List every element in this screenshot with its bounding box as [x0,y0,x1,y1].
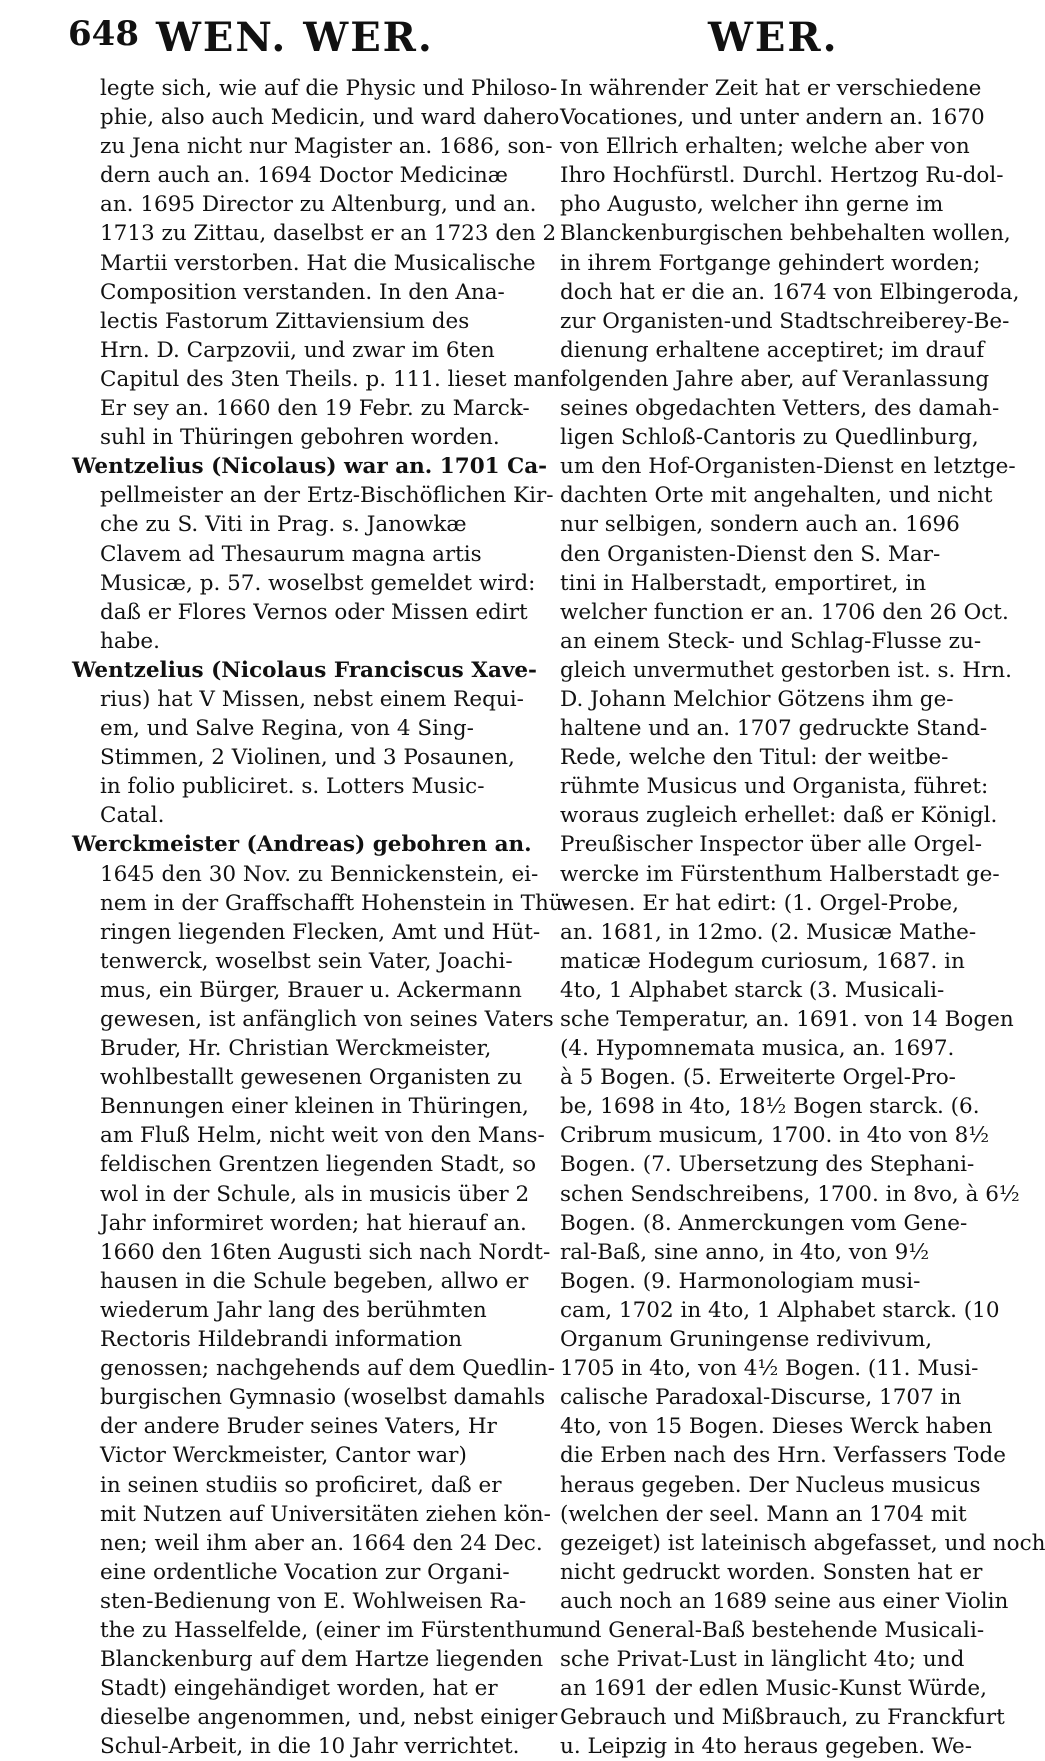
text-line: (welchen der seel. Mann an 1704 mit [560,1501,967,1527]
text-line: Ihro Hochfürstl. Durchl. Hertzog Ru-dol- [560,163,1004,189]
text-line: zu Jena nicht nur Magister an. 1686, son- [100,134,553,160]
text-line: wol in der Schule, als in musicis über 2 [100,1181,530,1207]
text-line: Clavem ad Thesaurum magna artis [100,541,482,567]
text-line [560,1732,972,1761]
text-line: eine ordentliche Vocation zur Organi- [100,1559,510,1585]
text-line: heraus gegeben. Der Nucleus musicus [560,1472,981,1498]
text-line: rühmte Musicus und Organista, führet: [560,774,989,800]
text-line: D. Johann Melchior Götzens ihm ge- [560,686,954,712]
text-line: nem in der Graffschafft Hohenstein in Thü- [100,890,570,916]
text-line: Rede, welche den Titul: der weitbe- [560,745,949,771]
text-line: calische Paradoxal-Discurse, 1707 in [560,1385,962,1411]
text-line: ligen Schloß-Cantoris zu Quedlinburg, [560,425,979,451]
text-line: pellmeister an der Ertz-Bischöflichen Kir- [100,483,554,509]
text-line: mus, ein Bürger, Brauer u. Ackermann [100,977,522,1003]
text-line: doch hat er die an. 1674 von Elbingeroda, [560,279,1020,305]
text-line: maticæ Hodegum curiosum, 1687. in [560,948,965,974]
text-line: lectis Fastorum Zittaviensium des [100,308,470,334]
text-line: Jahr informiret worden; hat hierauf an. [100,1210,527,1236]
text-line: tini in Halberstadt, emportiret, in [560,570,927,596]
text-line: à 5 Bogen. (5. Erweiterte Orgel-Pro- [560,1065,956,1091]
text-line: wiederum Jahr lang des berühmten [100,1297,487,1323]
text-line: wesen. Er hat edirt: (1. Orgel-Probe, [560,890,959,916]
text-line: genossen; nachgehends auf dem Quedlin- [100,1356,556,1382]
text-line: rius) hat V Missen, nebst einem Requi- [100,686,524,712]
text-line: sche Privat-Lust in länglicht 4to; und [560,1647,965,1673]
text-line: Capitul des 3ten Theils. p. 111. lieset man: [100,366,568,392]
text-line: und General-Baß bestehende Musicali- [560,1617,985,1643]
text-line: Bogen. (7. Ubersetzung des Stephani- [560,1152,975,1178]
text-line: Bruder, Hr. Christian Werckmeister, [100,1036,492,1062]
text-line: mit Nutzen auf Universitäten ziehen kön- [100,1501,551,1527]
page-number: 648 [68,14,139,54]
text-line: am Fluß Helm, nicht weit von den Mans- [100,1123,545,1149]
text-line: seines obgedachten Vetters, des damah- [560,396,1000,422]
left-column [72,74,570,1761]
entry-headword-line: Wentzelius (Nicolaus) war an. 1701 Ca- [72,454,548,480]
text-line: ringen liegenden Flecken, Amt und Hüt- [100,919,541,945]
text-line: sche Temperatur, an. 1691. von 14 Bogen [560,1007,1014,1032]
text-line: von Ellrich erhalten; welche aber von [560,134,970,160]
text-line: gewesen, ist anfänglich von seines Vaters [100,1007,554,1032]
text-line: che zu S. Viti in Prag. s. Janowkæ [100,512,467,538]
text-line: daß er Flores Vernos oder Missen edirt [100,599,528,625]
text-line: die Erben nach des Hrn. Verfassers Tode [560,1443,1006,1469]
text-line: (4. Hypomnemata musica, an. 1697. [560,1036,955,1062]
text-line: burgischen Gymnasio (woselbst damahls [100,1385,546,1411]
text-line: In währender Zeit hat er verschiedene [560,76,982,101]
text-line: the zu Hasselfelde, (einer im Fürstenthum [100,1617,563,1643]
page-header [68,14,968,74]
text-line: Bogen. (9. Harmonologiam musi- [560,1268,921,1294]
running-head-right: WER. [708,14,839,61]
text-line: welcher function er an. 1706 den 26 Oct. [560,599,1009,625]
text-line: Bogen. (8. Anmerckungen vom Gene- [560,1210,968,1236]
text-line: pho Augusto, welcher ihn gerne im [560,192,944,218]
entry-headword-line: Werckmeister (Andreas) gebohren an. [72,832,532,858]
text-line: Composition verstanden. In den Ana- [100,279,505,305]
text-line: Stimmen, 2 Violinen, und 3 Posaunen, [100,745,515,771]
text-line: an. 1695 Director zu Altenburg, und an. [100,192,537,218]
text-line: zur Organisten-und Stadtschreiberey-Be- [560,308,1010,334]
text-line: schen Sendschreibens, 1700. in 8vo, à 6½ [560,1181,1020,1207]
entry-headword-line: Wentzelius (Nicolaus Franciscus Xave- [72,657,537,683]
text-line: auch noch an 1689 seine aus einer Violin [560,1588,1009,1614]
text-line: in ihrem Fortgange gehindert worden; [560,250,981,276]
text-line: 1713 zu Zittau, daselbst er an 1723 den 2 [100,221,557,247]
text-line: den Organisten-Dienst den S. Mar- [560,541,941,567]
text-line: Martii verstorben. Hat die Musicalische [100,250,536,276]
text-line: em, und Salve Regina, von 4 Sing- [100,716,474,742]
text-line: Blanckenburgischen behbehalten wollen, [560,221,1011,247]
text-line: Musicæ, p. 57. woselbst gemeldet wird: [100,570,536,596]
text-line: hausen in die Schule begeben, allwo er [100,1268,529,1294]
text-line: 4to, 1 Alphabet starck (3. Musicali- [560,977,945,1003]
text-line: Hrn. D. Carpzovii, und zwar im 6ten [100,337,495,363]
text-line: dern auch an. 1694 Doctor Medicinæ [100,163,508,189]
text-line: Blanckenburg auf dem Hartze liegenden [100,1647,544,1673]
text-line: der andere Bruder seines Vaters, Hr [100,1414,497,1440]
text-line: Er sey an. 1660 den 19 Febr. zu Marck- [100,396,530,422]
text-line: dienung erhaltene acceptiret; im drauf [560,337,985,363]
text-line: Preußischer Inspector über alle Orgel- [560,832,983,858]
text-line: um den Hof-Organisten-Dienst en letztge- [560,454,1016,480]
text-line: an 1691 der edlen Music-Kunst Würde, [560,1676,987,1702]
text-line: 4to, von 15 Bogen. Dieses Werck haben [560,1414,993,1440]
right-column [560,74,1045,1761]
text-line: nur selbigen, sondern auch an. 1696 [560,512,960,538]
text-line: Stadt) eingehändiget worden, hat er [100,1676,498,1702]
text-line: legte sich, wie auf die Physic und Philoso- [100,76,558,101]
text-line: dachten Orte mit angehalten, und nicht [560,483,993,509]
last-line-text: u. Leipzig in 4to heraus gegeben. [560,1734,926,1760]
text-line: Organum Gruningense redivivum, [560,1327,933,1353]
text-line: 1705 in 4to, von 4½ Bogen. (11. Musi- [560,1356,979,1382]
text-line: feldischen Grentzen liegenden Stadt, so [100,1152,537,1178]
text-line: Bennungen einer kleinen in Thüringen, [100,1094,529,1120]
text-line: wercke im Fürstenthum Halberstadt ge- [560,861,1000,887]
text-line: folgenden Jahre aber, auf Veranlassung [560,366,990,392]
text-line: 1645 den 30 Nov. zu Bennickenstein, ei- [100,861,539,887]
text-line: Rectoris Hildebrandi information [100,1327,463,1353]
text-line: cam, 1702 in 4to, 1 Alphabet starck. (10 [560,1297,1000,1323]
text-line: gezeiget) ist lateinisch abgefasset, und noch [560,1530,1045,1556]
text-line: an. 1681, in 12mo. (2. Musicæ Mathe- [560,919,977,945]
text-line: dieselbe angenommen, und, nebst einiger [100,1705,558,1731]
text-line: nen; weil ihm aber an. 1664 den 24 Dec. [100,1530,543,1556]
text-line: woraus zugleich erhellet: daß er Königl. [560,803,998,829]
running-head-left: WEN. WER. [156,14,434,61]
text-line: an einem Steck- und Schlag-Flusse zu- [560,628,982,654]
text-line: habe. [100,628,160,654]
text-line: Cribrum musicum, 1700. in 4to von 8½ [560,1123,990,1149]
text-line: 1660 den 16ten Augusti sich nach Nordt- [100,1239,551,1265]
text-line: haltene und an. 1707 gedruckte Stand- [560,716,988,742]
text-line: tenwerck, woselbst sein Vater, Joachi- [100,948,513,974]
text-line: Catal. [100,803,165,829]
text-line: gleich unvermuthet gestorben ist. s. Hrn. [560,657,1012,683]
text-line: be, 1698 in 4to, 18½ Bogen starck. (6. [560,1094,980,1120]
text-line: Schul-Arbeit, in die 10 Jahr verrichtet. [100,1734,520,1760]
text-line: Victor Werckmeister, Cantor war) [100,1443,467,1469]
text-line: ral-Baß, sine anno, in 4to, von 9½ [560,1239,930,1265]
text-line: Vocationes, und unter andern an. 1670 [560,105,985,131]
text-line: suhl in Thüringen gebohren worden. [100,425,500,451]
text-line: in folio publiciret. s. Lotters Music- [100,774,485,800]
text-line: phie, also auch Medicin, und ward dahero [100,105,560,131]
text-line: wohlbestallt gewesenen Organisten zu [100,1065,523,1091]
text-line: sten-Bedienung von E. Wohlweisen Ra- [100,1588,527,1614]
text-line: in seinen studiis so proficiret, daß er [100,1472,502,1498]
catchword: We- [931,1734,972,1760]
text-line: nicht gedruckt worden. Sonsten hat er [560,1559,983,1585]
text-line: Gebrauch und Mißbrauch, zu Franckfurt [560,1705,1005,1731]
